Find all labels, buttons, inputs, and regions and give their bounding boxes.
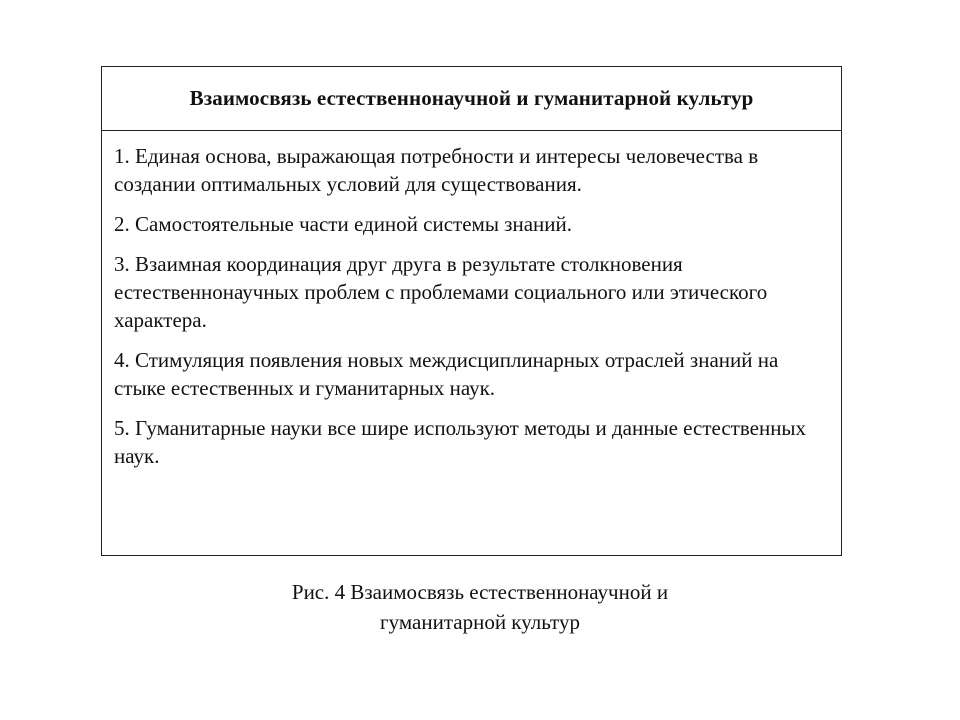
caption-line-2: гуманитарной культур — [380, 610, 580, 634]
table-items — [102, 131, 841, 470]
relationship-table — [101, 66, 842, 556]
table-item-5: 5. Гуманитарные науки все шире используют методы и данные естественных наук. — [114, 416, 807, 468]
caption-line-1: Рис. 4 Взаимосвязь естественнонаучной и — [291, 580, 669, 604]
table-item-2: 2. Самостоятельные части единой системы знаний. — [114, 212, 573, 236]
table-header: Взаимосвязь естественнонаучной и гуманитарной культур — [102, 67, 841, 131]
figure-caption — [0, 577, 960, 637]
table-item-4: 4. Стимуляция появления новых междисциплинарных отраслей знаний на стыке естественных и гуманитарных наук. — [114, 348, 779, 400]
table-item-3: 3. Взаимная координация друг друга в результате столкновения естественнонаучных проблем с проблемами социального или этического характера. — [114, 252, 768, 332]
table-item-1: 1. Единая основа, выражающая потребности и интересы человечества в создании оптимальных условий для существования. — [114, 144, 759, 196]
